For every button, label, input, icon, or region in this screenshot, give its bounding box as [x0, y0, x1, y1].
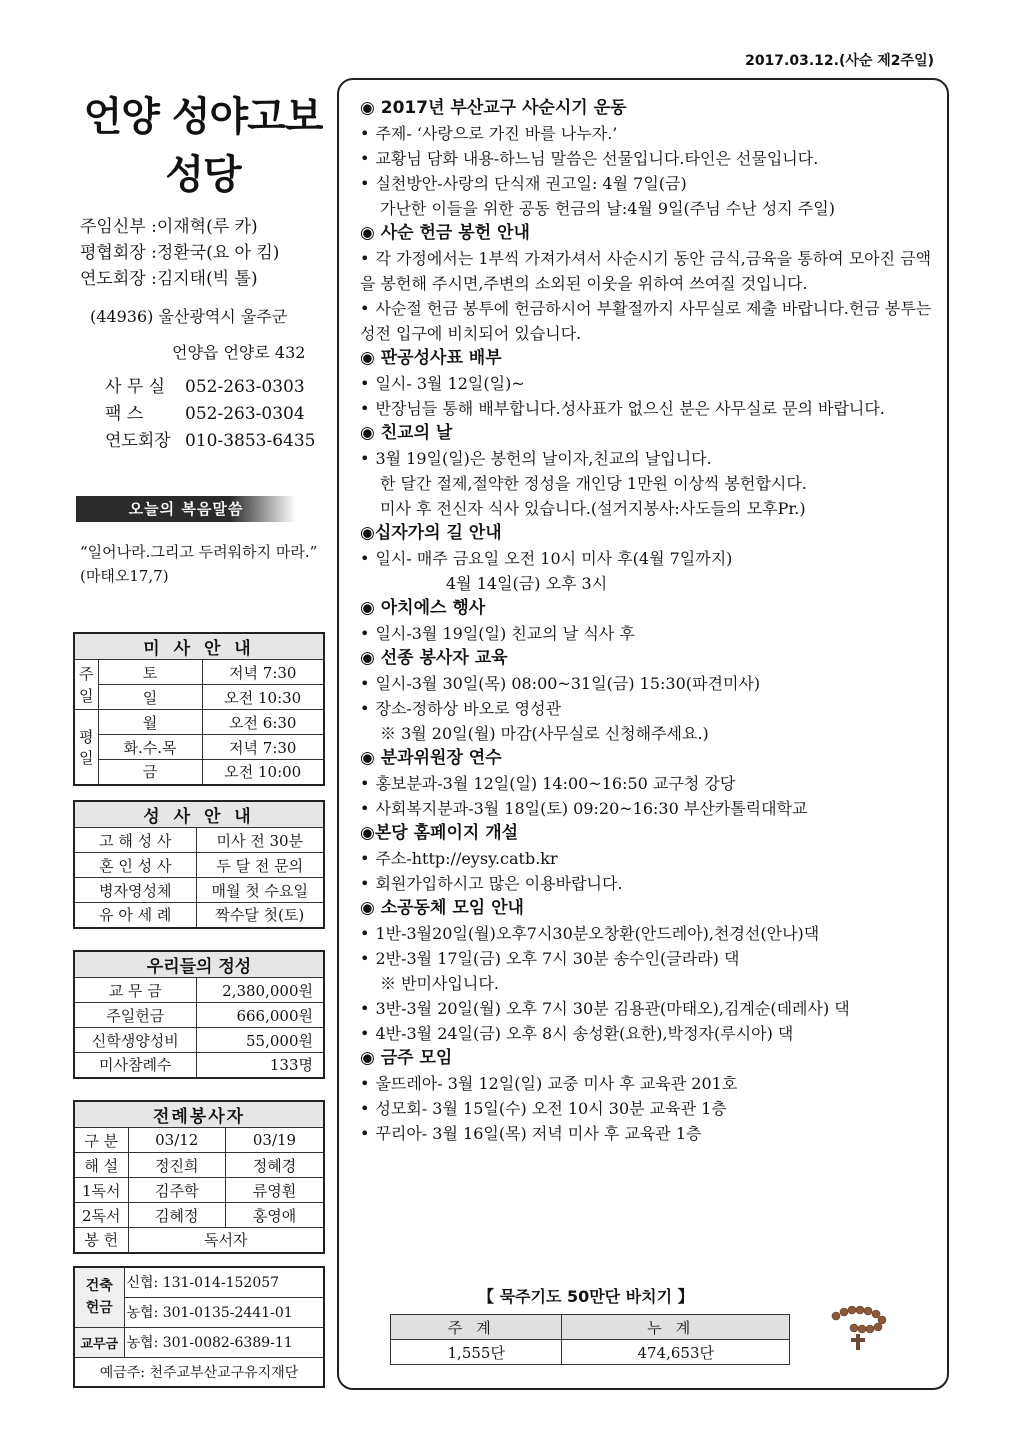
section-item: 가난한 이들을 위한 공동 헌금의 날:4월 9일(주님 수난 성지 주일) [380, 199, 835, 218]
phone-list [105, 374, 315, 455]
announcement-section [360, 96, 945, 221]
offering-value: 2,380,000원 [196, 978, 324, 1003]
mass-day: 화.수.목 [98, 735, 202, 760]
building-account-1: 신협: 131-014-152057 [124, 1267, 324, 1297]
section-item: • 교황님 담화 내용-하느님 말씀은 선물입니다.타인은 선물입니다. [360, 146, 945, 171]
section-item: 4월 14일(금) 오후 3시 [446, 574, 608, 593]
announcement-section [360, 521, 945, 596]
sacrament-name: 병자영성체 [74, 878, 196, 903]
announcement-section [360, 821, 945, 896]
sacrament-value: 매월 첫 수요일 [196, 878, 324, 903]
mass-table [73, 632, 325, 786]
rosary-week-header: 주계 [391, 1315, 562, 1340]
liturgy-person: 정혜경 [225, 1153, 324, 1178]
offering-name: 교 무 금 [74, 978, 196, 1003]
section-item: • 홍보분과-3월 12일(일) 14:00~16:50 교구청 강당 [360, 771, 945, 796]
staff-list [80, 214, 279, 292]
section-item: • 4반-3월 24일(금) 오후 8시 송성환(요한),박정자(루시아) 댁 [360, 1021, 945, 1046]
mass-time: 오전 10:00 [202, 760, 324, 785]
liturgy-heading: 전례봉사자 [74, 1101, 324, 1128]
phone-yeondo: 연도회장 010-3853-6435 [105, 431, 316, 451]
section-item: ※ 반미사입니다. [380, 974, 499, 993]
sacrament-value: 짝수달 첫(토) [196, 903, 324, 928]
sacrament-name: 유 아 세 례 [74, 903, 196, 928]
mass-time: 오전 10:30 [202, 685, 324, 710]
sacrament-name: 고 해 성 사 [74, 828, 196, 853]
address-line1: (44936) 울산광역시 울주군 [90, 307, 288, 326]
weekday-label: 평일 [74, 710, 98, 785]
sacrament-table [73, 800, 325, 929]
section-item: 한 달간 절제,절약한 정성을 개인당 1만원 이상씩 봉헌합시다. [380, 474, 807, 493]
accounts-table [73, 1266, 325, 1388]
staff-yeondo: 연도회장 :김지태(빅 톨) [80, 269, 258, 289]
section-item[interactable]: • 주소-http://eysy.catb.kr [360, 846, 945, 871]
mass-day: 일 [98, 685, 202, 710]
liturgy-col-header: 03/12 [128, 1128, 225, 1153]
rosary-table [390, 1314, 790, 1365]
liturgy-col-header: 구 분 [74, 1128, 128, 1153]
staff-council: 평협회장 :정환국(요 아 킴) [80, 243, 280, 263]
mass-day: 토 [98, 660, 202, 685]
tithe-account: 농협: 301-0082-6389-11 [124, 1327, 324, 1357]
section-item: • 일시-3월 30일(목) 08:00~31일(금) 15:30(파견미사) [360, 671, 945, 696]
liturgy-person: 홍영애 [225, 1203, 324, 1228]
rosary-total-value: 474,653단 [562, 1340, 790, 1365]
section-item: • 성모회- 3월 15일(수) 오전 10시 30분 교육관 1층 [360, 1096, 945, 1121]
liturgy-person: 류영훤 [225, 1178, 324, 1203]
announcement-section [360, 421, 945, 521]
mass-heading: 미 사 안 내 [74, 633, 324, 660]
mass-day: 금 [98, 760, 202, 785]
liturgy-role: 1독서 [74, 1178, 128, 1203]
mass-time: 저녁 7:30 [202, 735, 324, 760]
announcement-section [360, 596, 945, 646]
announcement-section [360, 221, 945, 346]
liturgy-offertory-label: 봉 헌 [74, 1228, 128, 1253]
account-holder: 예금주: 천주교부산교구유지재단 [74, 1357, 324, 1387]
mass-day: 월 [98, 710, 202, 735]
offering-name: 주일헌금 [74, 1003, 196, 1028]
section-item: • 사회복지분과-3월 18일(토) 09:20~16:30 부산카톨릭대학교 [360, 796, 945, 821]
sacrament-heading: 성 사 안 내 [74, 801, 324, 828]
section-item: • 사순절 헌금 봉투에 헌금하시어 부활절까지 사무실로 제출 바랍니다.헌금 봉투는 성전 입구에 비치되어 있습니다. [360, 296, 945, 346]
announcement-section [360, 896, 945, 1046]
section-title: ◉ 친교의 날 [360, 423, 453, 443]
announcement-section [360, 1046, 945, 1146]
section-item: ※ 3월 20일(월) 마감(사무실로 신청해주세요.) [380, 724, 709, 743]
section-item: • 일시-3월 19일(일) 친교의 날 식사 후 [360, 621, 945, 646]
section-title: ◉ 선종 봉사자 교육 [360, 648, 508, 668]
section-item: • 일시- 매주 금요일 오전 10시 미사 후(4월 7일까지) [360, 546, 945, 571]
section-item: • 주제- ‘사랑으로 가진 바를 나누자.’ [360, 121, 945, 146]
section-item: 미사 후 전신자 식사 있습니다.(설거지봉사:사도들의 모후Pr.) [380, 499, 806, 518]
address-line2: 언양읍 언양로 432 [172, 343, 306, 362]
announcement-section [360, 746, 945, 821]
building-account-2: 농협: 301-0135-2441-01 [124, 1297, 324, 1327]
staff-priest: 주임신부 :이재혁(루 카) [80, 217, 258, 237]
section-title: ◉ 금주 모임 [360, 1048, 453, 1068]
section-item: • 일시- 3월 12일(일)~ [360, 371, 945, 396]
liturgy-col-header: 03/19 [225, 1128, 324, 1153]
section-item: • 2반-3월 17일(금) 오후 7시 30분 송수인(글라라) 댁 [360, 946, 945, 971]
sacrament-value: 두 달 전 문의 [196, 853, 324, 878]
tithe-label: 교무금 [74, 1327, 124, 1357]
gospel-heading: 오늘의 복음말씀 [76, 496, 296, 522]
announcement-section [360, 346, 945, 421]
section-item: • 장소-정하상 바오로 영성관 [360, 696, 945, 721]
section-item: • 3월 19일(일)은 봉헌의 날이자,친교의 날입니다. [360, 446, 945, 471]
liturgy-role: 해 설 [74, 1153, 128, 1178]
section-item: • 반장님들 통해 배부합니다.성사표가 없으신 분은 사무실로 문의 바랍니다. [360, 396, 945, 421]
section-item: • 3반-3월 20일(월) 오후 7시 30분 김용관(마태오),김계순(데레사) 댁 [360, 996, 945, 1021]
mass-time: 오전 6:30 [202, 710, 324, 735]
section-title: ◉ 2017년 부산교구 사순시기 운동 [360, 98, 627, 118]
rosary-title: 【 묵주기도 50만단 바치기 】 [478, 1287, 694, 1306]
sacrament-name: 혼 인 성 사 [74, 853, 196, 878]
gospel-text: “일어나라.그리고 두려워하지 마라.” (마태오17,7) [80, 543, 318, 585]
section-title: ◉ 소공동체 모임 안내 [360, 898, 524, 918]
offering-name: 미사참례수 [74, 1053, 196, 1078]
offering-value: 133명 [196, 1053, 324, 1078]
offering-name: 신학생양성비 [74, 1028, 196, 1053]
liturgy-person: 김혜정 [128, 1203, 225, 1228]
section-item: • 각 가정에서는 1부씩 가져가셔서 사순시기 동안 금식,금육을 통하여 모아진 금액을 봉헌해 주시면,주변의 소외된 이웃을 위하여 쓰여질 것입니다. [360, 246, 945, 296]
liturgy-table [73, 1100, 325, 1254]
offering-heading: 우리들의 정성 [74, 951, 324, 978]
offering-value: 55,000원 [196, 1028, 324, 1053]
liturgy-role: 2독서 [74, 1203, 128, 1228]
section-title: ◉본당 홈페이지 개설 [360, 823, 519, 843]
rosary-icon [830, 1302, 890, 1352]
phone-office: 사 무 실 052-263-0303 [105, 377, 305, 397]
offering-value: 666,000원 [196, 1003, 324, 1028]
phone-fax: 팩 스 052-263-0304 [105, 404, 305, 424]
liturgy-offertory-value: 독서자 [128, 1228, 324, 1253]
announcement-sections [360, 96, 945, 1146]
liturgy-person: 김주학 [128, 1178, 225, 1203]
parish-title-line1: 언양 성야고보 [83, 94, 323, 140]
section-item: • 1반-3월20일(월)오후7시30분오창환(안드레아),천경선(안나)댁 [360, 921, 945, 946]
section-item: • 회원가입하시고 많은 이용바랍니다. [360, 871, 945, 896]
section-item: • 꾸리아- 3월 16일(목) 저녁 미사 후 교육관 1층 [360, 1121, 945, 1146]
liturgy-person: 정진희 [128, 1153, 225, 1178]
sacrament-value: 미사 전 30분 [196, 828, 324, 853]
offering-table [73, 950, 325, 1079]
announcement-section [360, 646, 945, 746]
rosary-week-value: 1,555단 [391, 1340, 562, 1365]
bulletin-date: 2017.03.12.(사순 제2주일) [745, 53, 934, 69]
section-title: ◉ 분과위원장 연수 [360, 748, 502, 768]
section-title: ◉ 판공성사표 배부 [360, 348, 502, 368]
rosary-total-header: 누계 [562, 1315, 790, 1340]
sunday-label: 주일 [74, 660, 98, 710]
section-title: ◉십자가의 길 안내 [360, 523, 502, 543]
section-item: • 울뜨레아- 3월 12일(일) 교중 미사 후 교육관 201호 [360, 1071, 945, 1096]
section-title: ◉ 아치에스 행사 [360, 598, 486, 618]
building-fund-label: 건축 헌금 [74, 1267, 124, 1327]
parish-title [78, 88, 328, 204]
section-title: ◉ 사순 헌금 봉헌 안내 [360, 223, 530, 243]
mass-time: 저녁 7:30 [202, 660, 324, 685]
section-item: • 실천방안-사랑의 단식재 권고일: 4월 7일(금) [360, 171, 945, 196]
parish-title-line2: 성당 [165, 152, 241, 198]
